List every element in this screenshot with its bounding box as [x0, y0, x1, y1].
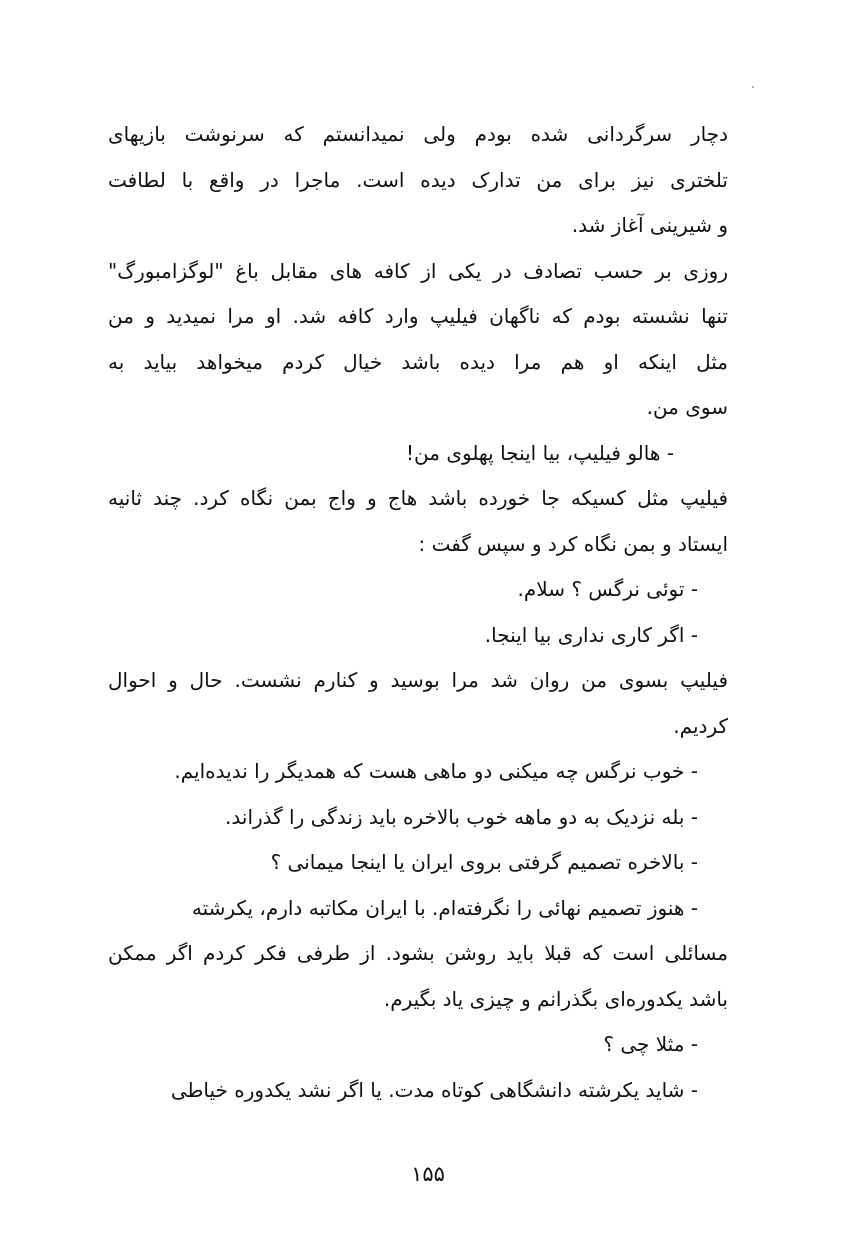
text-line: باشد یکدوره‌ای بگذرانم و چیزی یاد بگیرم. — [383, 986, 728, 1011]
text-line: دچار سرگردانی شده بودم ولی نمیدانستم که سرنوشت بازیهای — [108, 122, 728, 146]
text-line: کردیم. — [673, 713, 728, 738]
text-line: مثل اینکه او هم مرا دیده باشد خیال کردم میخواهد بیاید به — [108, 349, 728, 374]
dialogue-line: - بله نزدیک به دو ماهه خوب بالاخره باید زندگی را گذراند. — [225, 804, 698, 829]
dialogue-line: - بالاخره تصمیم گرفتی بروی ایران یا اینجا میمانی ؟ — [270, 850, 698, 874]
dialogue-line: - توئی نرگس ؟ سلام. — [517, 577, 698, 601]
text-line: تنها نشسته بودم که ناگهان فیلیپ وارد کافه شد. او مرا نمیدید و من — [108, 304, 728, 328]
dialogue-line: - هالو فیلیپ، بیا اینجا پهلوی من! — [406, 440, 674, 465]
dialogue-line: - مثلا چی ؟ — [603, 1032, 698, 1056]
text-line: مسائلی است که قبلا باید روشن بشود. از طرفی فکر کردم اگر ممکن — [108, 941, 728, 965]
text-line: تلختری نیز برای من تدارک دیده است. ماجرا در واقع با لطافت — [108, 167, 728, 192]
text-line: و شیرینی آغاز شد. — [571, 213, 728, 237]
text-line: روزی بر حسب تصادف در یکی از کافه های مقابل باغ "لوگزامبورگ" — [108, 258, 728, 283]
page-number: ۱۵۵ — [411, 1162, 445, 1186]
page-body-text — [108, 112, 728, 1113]
dialogue-line: - خوب نرگس چه میکنی دو ماهی هست که همدیگر را ندیده‌ایم. — [174, 759, 698, 783]
text-line: ایستاد و بمن نگاه کرد و سپس گفت : — [418, 531, 728, 556]
dialogue-line: - اگر کاری نداری بیا اینجا. — [484, 622, 698, 647]
text-line: فیلیپ بسوی من روان شد مرا بوسید و کنارم نشست. حال و احوال — [108, 668, 728, 692]
scan-speck — [752, 86, 754, 88]
text-line: سوی من. — [646, 395, 728, 419]
text-line: فیلیپ مثل کسیکه جا خورده باشد هاج و واج بمن نگاه کرد. چند ثانیه — [108, 486, 728, 510]
dialogue-line: - شاید یکرشته دانشگاهی کوتاه مدت. یا اگر نشد یکدوره خیاطی — [170, 1077, 698, 1102]
dialogue-line: - هنوز تصمیم نهائی را نگرفته‌ام. با ایران مکاتبه دارم، یکرشته — [191, 895, 698, 920]
